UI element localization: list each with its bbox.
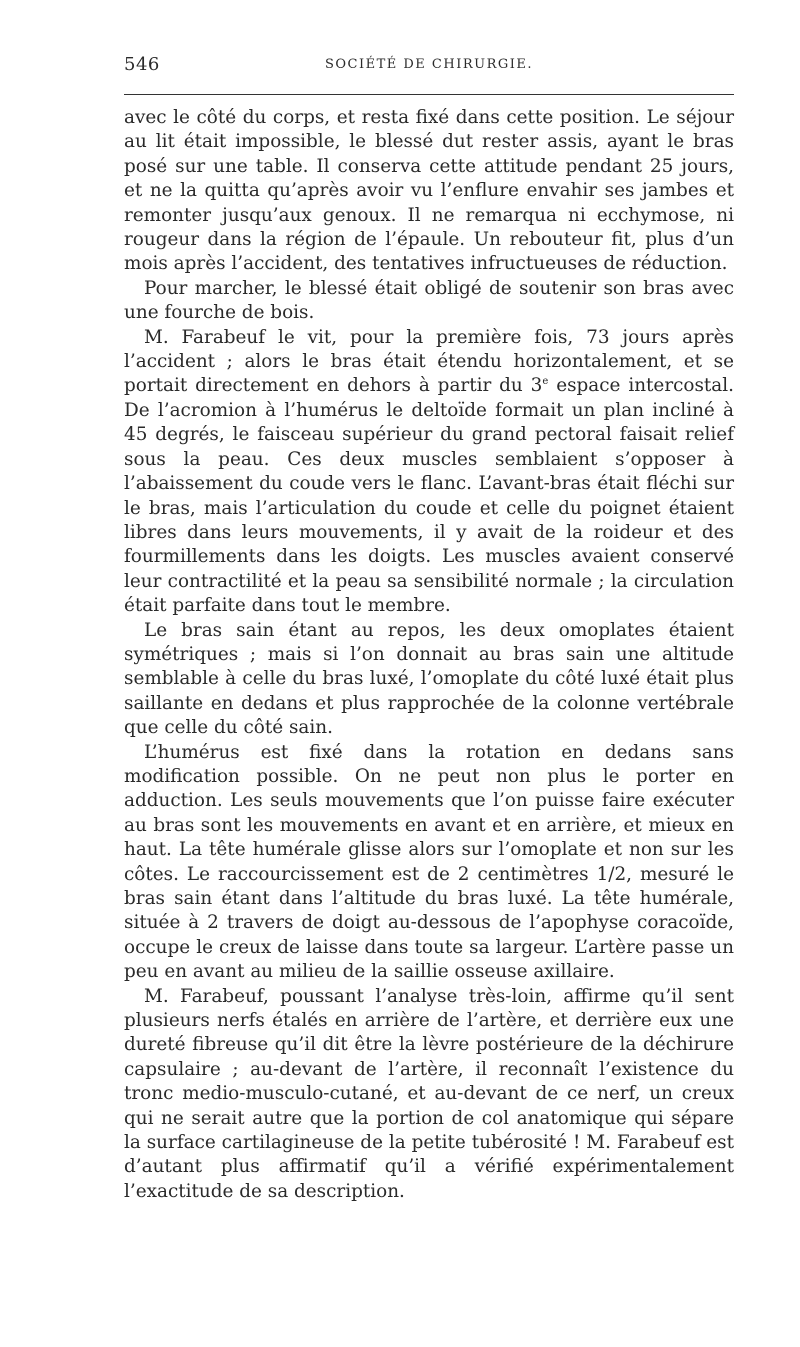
page-number: 546 xyxy=(124,54,160,75)
running-title: SOCIÉTÉ DE CHIRURGIE. xyxy=(324,57,534,72)
paragraph-3-text-b: espace intercostal. De l’acromion à l’humérus le deltoïde formait un plan incliné à 45 degrés, le faisceau supérieur du grand pectoral faisait relief sous la peau. Ces deux muscles semblaient s’opposer à l’abaissement du coude vers le flanc. L’avant-bras était fléchi sur le bras, mais l’articulation du coude et celle du poignet étaient libres dans leurs mouvements, il y avait de la roideur et des fourmillements dans les doigts. Les muscles avaient conservé leur contractilité et la peau sa sensibilité normale ; la circulation était parfaite dans tout le membre. xyxy=(124,375,735,617)
paragraph-3 xyxy=(124,326,734,619)
paragraph-5: L’humérus est fixé dans la rotation en dedans sans modification possible. On ne peut non plus le porter en adduction. Les seuls mouvements que l’on puisse faire exécuter au bras sont les mouvements en avant et en arrière, et mieux en haut. La tête humérale glisse alors sur l’omoplate et non sur les côtes. Le raccourcissement est de 2 centimètres 1/2, mesuré le bras sain étant dans l’altitude du bras luxé. La tête humérale, située à 2 travers de doigt au-dessous de l’apophyse coracoïde, occupe le creux de laisse dans toute sa largeur. L’artère passe un peu en avant au milieu de la saillie osseuse axillaire. xyxy=(124,741,734,983)
paragraph-3-text-a: M. Farabeuf le vit, pour la première fois, 73 jours après l’accident ; alors le bras était étendu horizontalement, et se portait directement en dehors à partir du 3 xyxy=(124,326,734,397)
paragraph-2: Pour marcher, le blessé était obligé de soutenir son bras avec une fourche de bois. xyxy=(124,277,734,324)
body-text xyxy=(124,106,734,1204)
paragraph-4: Le bras sain étant au repos, les deux omoplates étaient symétriques ; mais si l’on donnait au bras sain une altitude semblable à celle du bras luxé, l’omoplate du côté luxé était plus saillante en dedans et plus rapprochée de la colonne vertébrale que celle du côté sain. xyxy=(124,619,734,739)
paragraph-1: avec le côté du corps, et resta fixé dans cette position. Le séjour au lit était impossible, le blessé dut rester assis, ayant le bras posé sur une table. Il conserva cette attitude pendant 25 jours, et ne la quitta qu’après avoir vu l’enflure envahir ses jambes et remonter jusqu’aux genoux. Il ne remarqua ni ecchymose, ni rougeur dans la région de l’épaule. Un rebouteur fit, plus d’un mois après l’accident, des tentatives infructueuses de réduction. xyxy=(124,107,734,275)
paragraph-6: M. Farabeuf, poussant l’analyse très-loin, affirme qu’il sent plusieurs nerfs étalés en arrière de l’artère, et derrière eux une dureté fibreuse qu’il dit être la lèvre postérieure de la déchirure capsulaire ; au-devant de l’artère, il reconnaît l’existence du tronc medio-musculo-cutané, et au-devant de ce nerf, un creux qui ne serait autre que la portion de col anatomique qui sépare la surface cartilagineuse de la petite tubérosité ! M. Farabeuf est d’autant plus affirmatif qu’il a vérifié expérimentalement l’exactitude de sa description. xyxy=(124,985,734,1202)
page-header xyxy=(124,54,734,78)
header-rule xyxy=(124,94,734,95)
ordinal-superscript: e xyxy=(542,376,549,388)
